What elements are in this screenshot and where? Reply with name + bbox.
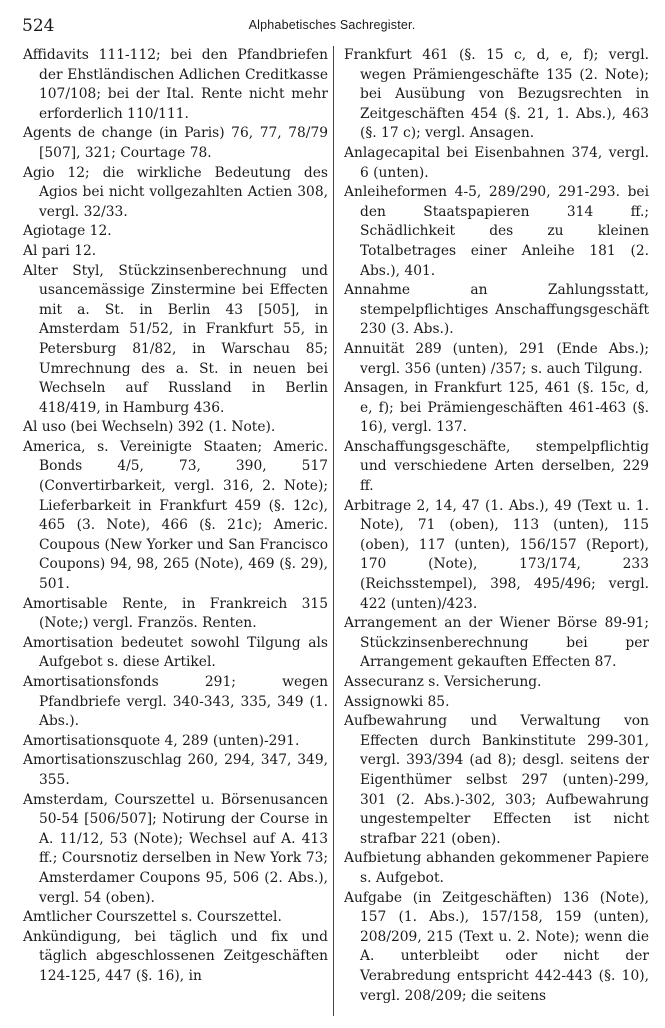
index-entry-continued: Frankfurt 461 (§. 15 c, d, e, f); vergl. wegen Prämiengeschäfte 135 (2. Note); bei Ausübung von Bezugsrechten in Zeitgeschäften 454 (§. 21, 1. Abs.), 463 (§. 17 c); vergl. Ansagen. bbox=[344, 47, 649, 142]
index-entry: Amortisation bedeutet sowohl Tilgung als Aufgebot s. diese Artikel. bbox=[23, 634, 328, 671]
index-entry: Annuität 289 (unten), 291 (Ende Abs.); vergl. 356 (unten) /357; s. auch Tilgung. bbox=[344, 340, 649, 377]
index-entry: Annahme an Zahlungsstatt, stempelpflichtiges Anschaffungsgeschäft 230 (3. Abs.). bbox=[344, 282, 649, 338]
index-entry: Agiotage 12. bbox=[23, 223, 112, 240]
index-entry: Agents de change (in Paris) 76, 77, 78/79 [507], 321; Courtage 78. bbox=[23, 125, 328, 161]
index-entry: Anschaffungsgeschäfte, stempelpflichtig und verschiedene Arten derselben, 229 ff. bbox=[344, 438, 649, 495]
index-entry: Anlagecapital bei Eisenbahnen 374, vergl. 6 (unten). bbox=[344, 144, 649, 181]
index-entry: Arbitrage 2, 14, 47 (1. Abs.), 49 (Text u. 1. Note), 71 (oben), 113 (unten), 115 (oben), 117 (unten), 156/157 (Report), 170 (Note), 173/174, 233 (Reichsstempel), 398, 495/496; vergl. 422 (unten)/423. bbox=[344, 497, 649, 612]
running-title: Alphabetisches Sachregister. bbox=[248, 18, 416, 32]
index-entry: Arrangement an der Wiener Börse 89-91; Stückzinsenberechnung bei per Arrangement gekauften Effecten 87. bbox=[344, 615, 649, 671]
index-entry: Affidavits 111-112; bei den Pfandbriefen der Ehstländischen Adlichen Creditkasse 107/108; bei der Ital. Rente nicht mehr erforderlich 110/111. bbox=[23, 47, 328, 122]
right-column bbox=[344, 46, 649, 1006]
index-entry: Amortisationsquote 4, 289 (unten)-291. bbox=[23, 732, 300, 749]
index-entry: Al pari 12. bbox=[23, 242, 97, 259]
index-entry: Amortisationsfonds 291; wegen Pfandbriefe vergl. 340-343, 335, 349 (1. Abs.). bbox=[23, 674, 328, 730]
page-number: 524 bbox=[22, 16, 55, 36]
index-entry: Amortisationszuschlag 260, 294, 347, 349, 355. bbox=[23, 752, 328, 788]
left-column bbox=[23, 46, 328, 987]
index-entry: Ankündigung, bei täglich und fix und täglich abgeschlossenen Zeitgeschäften 124-125, 447 (§. 16), in bbox=[23, 928, 328, 984]
index-entry: Amsterdam, Courszettel u. Börsenusancen 50-54 [506/507]; Notirung der Course in A. 11/12, 53 (Note); Wechsel auf A. 413 ff.; Coursnotiz derselben in New York 73; Amsterdamer Coupons 95, 506 (2. Abs.), vergl. 54 (oben). bbox=[23, 791, 328, 906]
index-entry: Alter Styl, Stückzinsenberechnung und usancemässige Zinstermine bei Effecten mit a. St. in Berlin 43 [505], in Amsterdam 51/52, in Frankfurt 55, in Petersburg 81/82, in Warschau 85; Umrechnung des a. St. in neuen bei Wechseln auf Russland in Berlin 418/419, in Hamburg 436. bbox=[23, 262, 328, 416]
index-entry: Assecuranz s. Versicherung. bbox=[344, 674, 542, 690]
index-entry: Al uso (bei Wechseln) 392 (1. Note). bbox=[23, 419, 276, 436]
index-entry: Aufgabe (in Zeitgeschäften) 136 (Note), 157 (1. Abs.), 157/158, 159 (unten), 208/209, 215 (Text u. 2. Note); wenn die A. unterbleibt oder nicht der Verabredung entspricht 442-443 (§. 10), vergl. 208/209; die seitens bbox=[344, 889, 649, 1004]
index-entry: Ansagen, in Frankfurt 125, 461 (§. 15c, d, e, f); bei Prämiengeschäften 461-463 (§. 16), vergl. 137. bbox=[344, 380, 649, 436]
column-divider bbox=[333, 46, 334, 1016]
index-entry: Anleiheformen 4-5, 289/290, 291-293. bei den Staatspapieren 314 ff.; Schädlichkeit des zu kleinen Totalbetrages einer Anleihe 181 (2. Abs.), 401. bbox=[344, 184, 649, 279]
index-entry: America, s. Vereinigte Staaten; Americ. Bonds 4/5, 73, 390, 517 (Convertirbarkeit, vergl. 316, 2. Note); Lieferbarkeit in Frankfurt 459 (§. 12c), 465 (3. Note), 466 (§. 21c); Americ. Coupous (New Yorker und San Francisco Coupons) 94, 98, 265 (Note), 469 (§. 29), 501. bbox=[23, 438, 328, 593]
page-header bbox=[22, 16, 642, 38]
index-entry: Assignowki 85. bbox=[344, 693, 450, 710]
index-entry: Aufbewahrung und Verwaltung von Effecten durch Bankinstitute 299-301, vergl. 393/394 (ad 8); desgl. seitens der Eigenthümer selbst 297 (unten)-299, 301 (2. Abs.)-302, 303; Aufbewahrung ungestempelter Effecten ist nicht strafbar 221 (oben). bbox=[344, 713, 649, 847]
index-entry: Agio 12; die wirkliche Bedeutung des Agios bei nicht vollgezahlten Actien 308, vergl. 32/33. bbox=[23, 164, 328, 220]
index-entry: Amortisable Rente, in Frankreich 315 (Note;) vergl. Französ. Renten. bbox=[23, 595, 328, 632]
index-entry: Amtlicher Courszettel s. Courszettel. bbox=[23, 909, 282, 926]
index-entry: Aufbietung abhanden gekommener Papiere s. Aufgebot. bbox=[344, 850, 649, 886]
